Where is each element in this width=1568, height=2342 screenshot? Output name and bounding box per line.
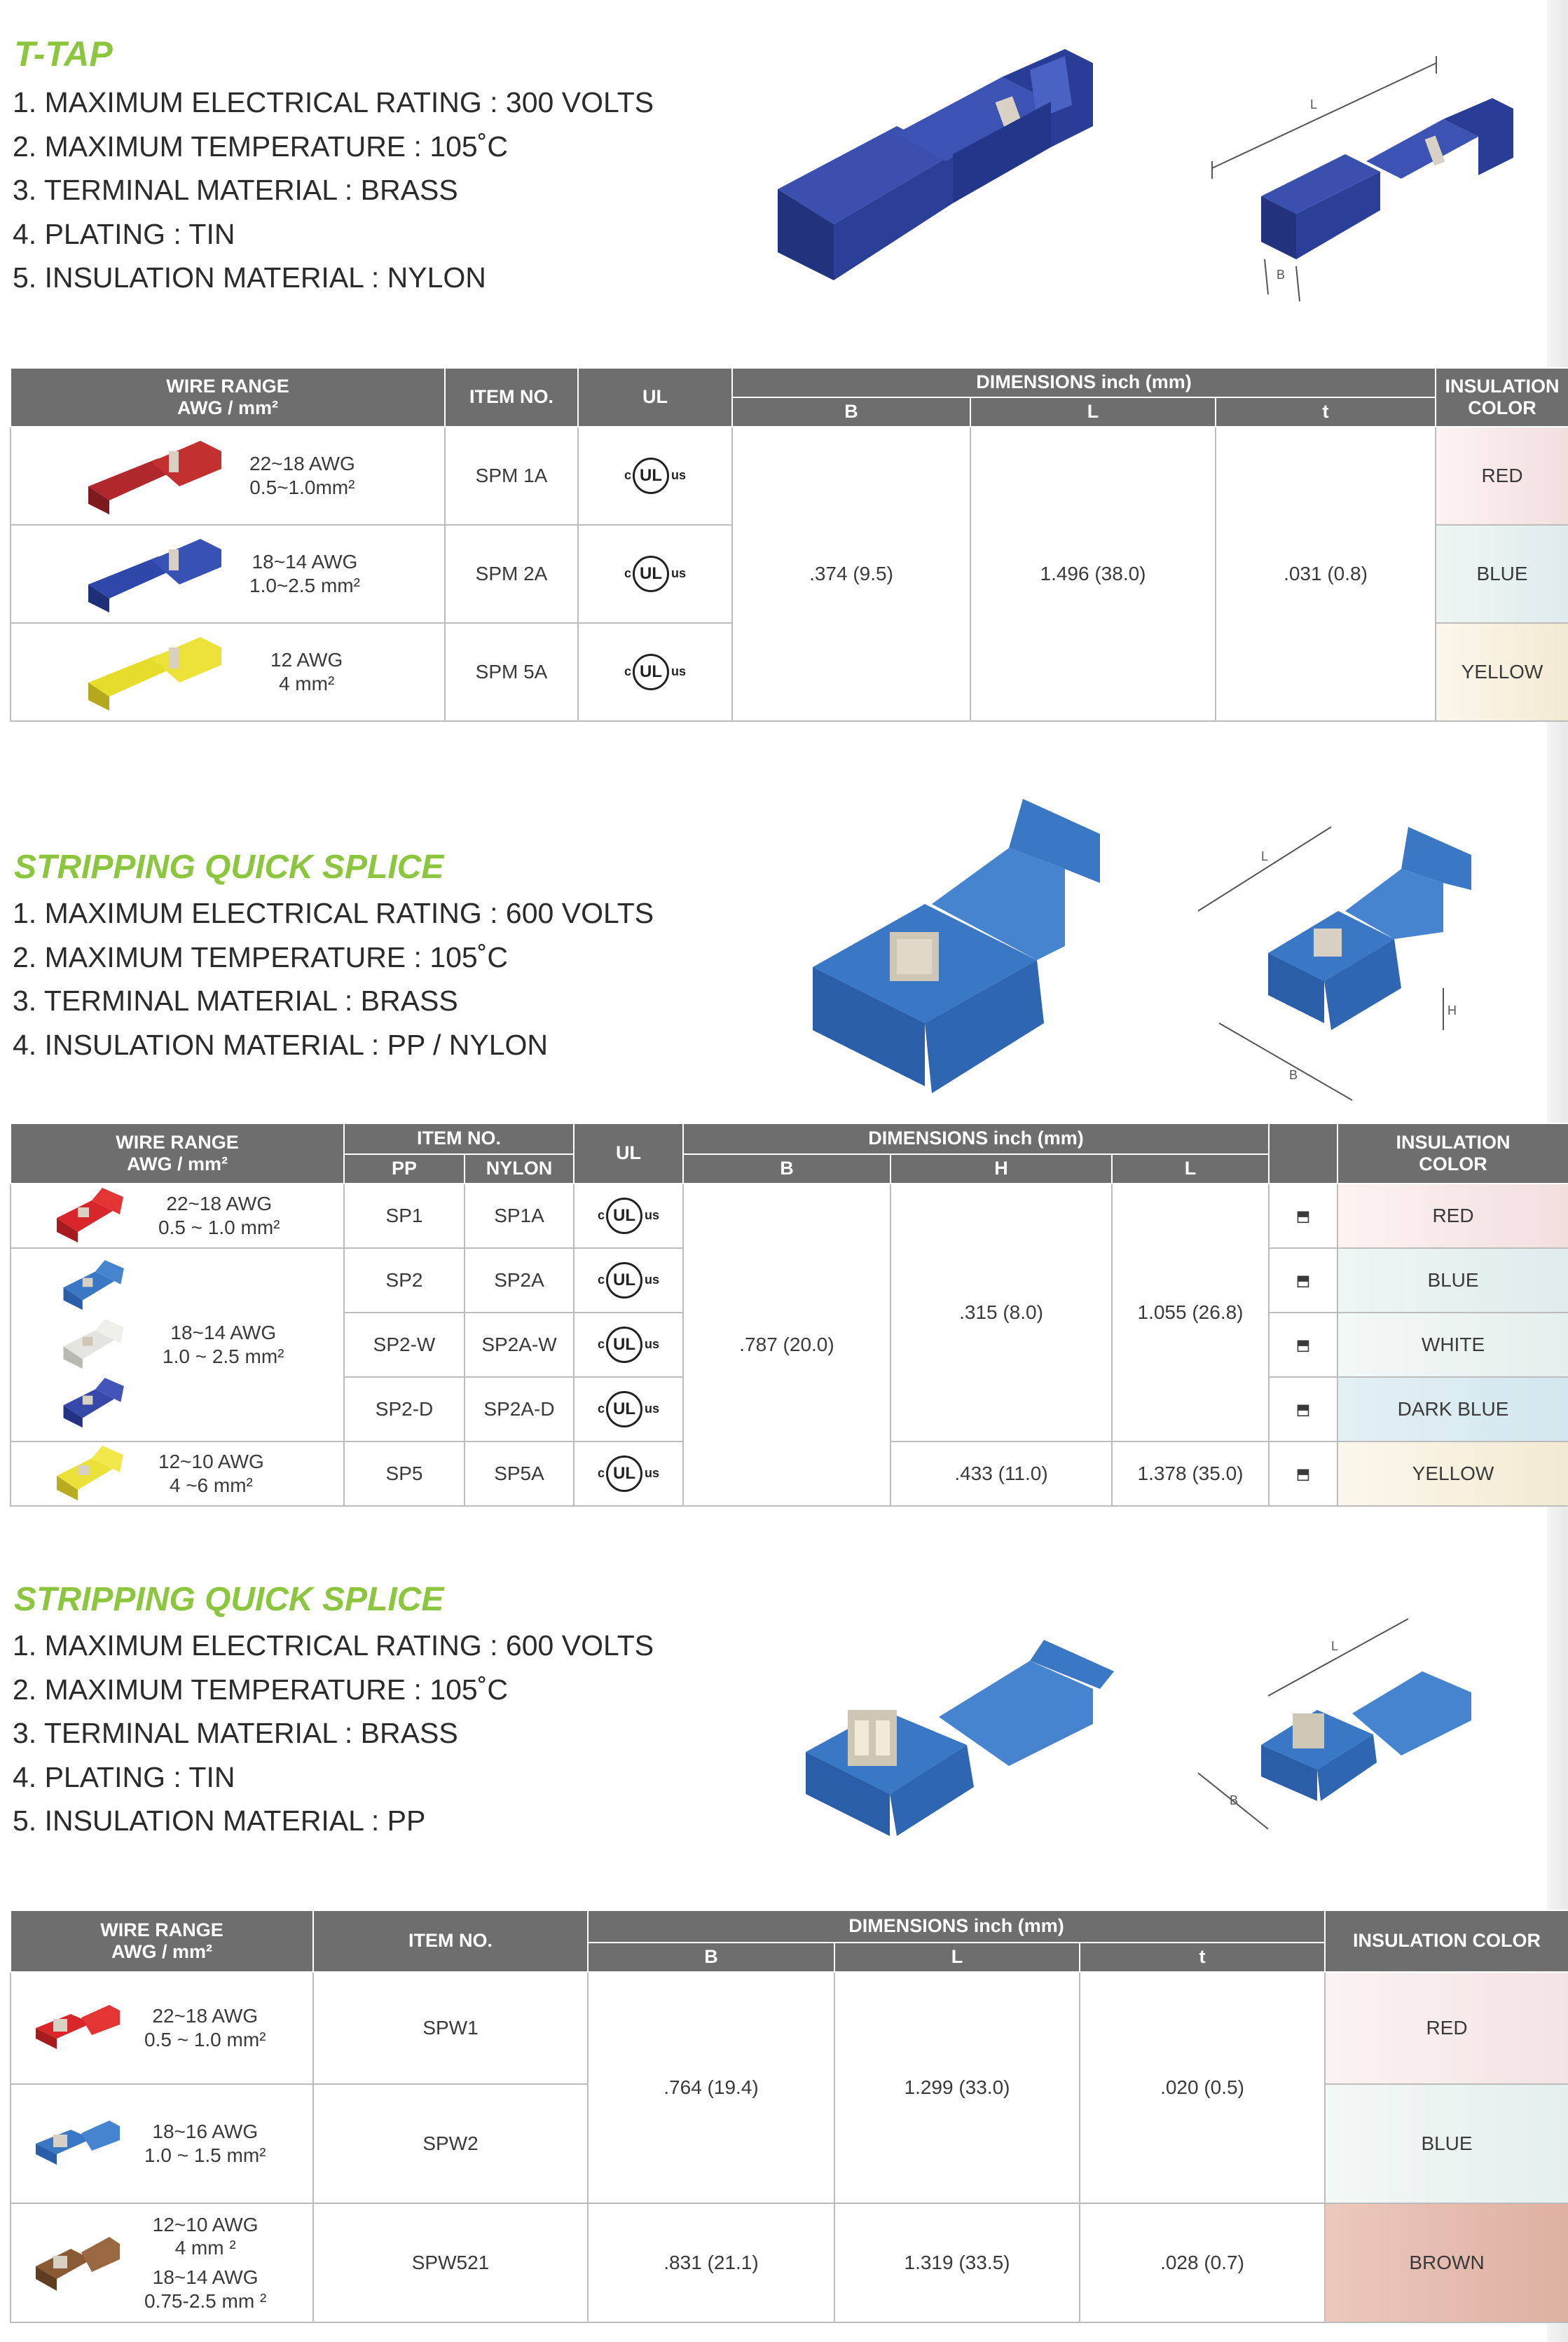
color-cell: BLUE: [1337, 1248, 1568, 1313]
awg-text: 12 AWG: [270, 649, 343, 671]
ul-cell: [578, 623, 732, 721]
section-title: T-TAP: [14, 34, 113, 74]
wire-range-cell: [11, 1442, 344, 1506]
pp-cell: SP2: [344, 1248, 465, 1313]
dim-b-cell: .764 (19.4): [588, 1972, 834, 2203]
header-symbol: [1269, 1123, 1337, 1184]
section-title: STRIPPING QUICK SPLICE: [14, 849, 444, 886]
header-l: L: [834, 1943, 1080, 1972]
spec-item: 4. INSULATION MATERIAL : PP / NYLON: [13, 1028, 549, 1061]
header-b: B: [588, 1943, 834, 1972]
header-dimensions: DIMENSIONS inch (mm): [588, 1910, 1325, 1943]
nylon-cell: SP2A-D: [465, 1377, 574, 1442]
table-row: [11, 427, 1568, 525]
t-tap-product-image: [771, 49, 1135, 301]
blue-splice-icon: [60, 1259, 130, 1313]
ul-cell: [574, 1377, 683, 1442]
quick-splice-product-image: [806, 792, 1156, 1121]
ul-logo-icon: c UL us: [598, 1262, 659, 1299]
header-t: t: [1216, 397, 1436, 427]
dim-b-cell: .374 (9.5): [732, 427, 970, 721]
pp-cell: SP2-D: [344, 1377, 465, 1442]
table-row: [11, 1184, 1568, 1248]
ul-cell: [578, 427, 732, 525]
section-title: STRIPPING QUICK SPLICE: [14, 1581, 444, 1618]
blue-splice-icon: [32, 2112, 123, 2175]
dim-label-b: B: [1289, 1068, 1298, 1082]
ul-cell: [574, 1313, 683, 1377]
spec-list: [13, 1624, 654, 1843]
ul-logo-icon: c UL us: [624, 556, 686, 592]
header-ul: UL: [578, 368, 732, 427]
color-cell: YELLOW: [1436, 623, 1568, 721]
color-cell: BLUE: [1436, 525, 1568, 623]
brown-splice-icon: [32, 2224, 123, 2301]
wire-range-cell: [11, 623, 445, 721]
header-h: H: [890, 1154, 1112, 1184]
header-l: L: [970, 397, 1216, 427]
mm-text: 0.5 ~ 1.0 mm²: [158, 1217, 280, 1238]
color-cell: RED: [1436, 427, 1568, 525]
ul-logo-icon: c UL us: [598, 1456, 659, 1492]
quick-splice-pp-product-image: [799, 1633, 1121, 1857]
ul-logo-icon: c UL us: [624, 654, 686, 690]
nylon-cell: SP5A: [465, 1442, 574, 1506]
header-dimensions: DIMENSIONS inch (mm): [683, 1123, 1269, 1154]
spec-list: [13, 891, 654, 1067]
mm-text: 0.5~1.0mm²: [249, 477, 355, 498]
pp-cell: SP2-W: [344, 1313, 465, 1377]
white-splice-icon: [60, 1317, 130, 1372]
ul-logo-icon: c UL us: [598, 1327, 659, 1363]
mm-text: 4 mm²: [278, 673, 335, 694]
color-cell: RED: [1337, 1184, 1568, 1248]
awg-text: 22~18 AWG: [249, 453, 355, 475]
spec-item: 2. MAXIMUM TEMPERATURE : 105˚C: [13, 1673, 508, 1706]
spec-item: 1. MAXIMUM ELECTRICAL RATING : 300 VOLTS: [13, 86, 654, 118]
header-b: B: [683, 1154, 890, 1184]
dark-blue-splice-icon: [60, 1376, 130, 1431]
dim-label-h: H: [1447, 1004, 1457, 1018]
cross-section-icon: ⬒: [1269, 1313, 1337, 1377]
header-wire-range: WIRE RANGE AWG / mm²: [11, 368, 445, 427]
t-tap-section: [0, 0, 1568, 736]
dim-h-cell: .315 (8.0): [890, 1184, 1112, 1442]
header-item-no: ITEM NO.: [344, 1123, 574, 1154]
ul-logo-icon: c UL us: [624, 458, 686, 494]
wire-range-cell: [11, 525, 445, 623]
awg-text: 12~10 AWG: [152, 2213, 259, 2235]
dim-l-cell: 1.496 (38.0): [970, 427, 1216, 721]
mm-text: 1.0~2.5 mm²: [249, 575, 360, 596]
header-ul: UL: [574, 1123, 683, 1184]
spec-item: 2. MAXIMUM TEMPERATURE : 105˚C: [13, 130, 508, 163]
nylon-cell: SP1A: [465, 1184, 574, 1248]
mm-text: 4 mm ²: [174, 2237, 236, 2259]
dim-label-l: L: [1261, 849, 1269, 863]
table-row: [11, 2203, 1568, 2322]
ul-cell: [574, 1442, 683, 1506]
red-splice-icon: [32, 1997, 123, 2060]
dim-label-l: L: [1331, 1639, 1339, 1653]
dim-label-b: B: [1230, 1793, 1239, 1807]
header-insulation-color: INSULATION COLOR: [1337, 1123, 1568, 1184]
item-no-cell: SPW1: [313, 1972, 588, 2084]
awg-text: 18~14 AWG: [170, 1322, 277, 1344]
dim-l-cell: 1.299 (33.0): [834, 1972, 1080, 2203]
header-insulation-color: INSULATION COLOR: [1325, 1910, 1568, 1972]
mm-text: 4 ~6 mm²: [169, 1474, 253, 1496]
item-no-cell: SPW521: [313, 2203, 588, 2322]
item-no-cell: SPM 1A: [445, 427, 578, 525]
awg-text: 22~18 AWG: [152, 2005, 259, 2027]
header-dimensions: DIMENSIONS inch (mm): [732, 368, 1436, 397]
header-wire-range: WIRE RANGE AWG / mm²: [11, 1123, 344, 1184]
dim-t-cell: .028 (0.7): [1080, 2203, 1325, 2322]
pp-cell: SP1: [344, 1184, 465, 1248]
awg-text: 22~18 AWG: [166, 1193, 273, 1215]
cross-section-icon: ⬒: [1269, 1377, 1337, 1442]
header-pp: PP: [344, 1154, 465, 1184]
quick-splice-spec-table-2: [10, 1910, 1568, 2323]
color-cell: BROWN: [1325, 2203, 1568, 2322]
header-wire-range: WIRE RANGE AWG / mm²: [11, 1910, 313, 1972]
quick-splice-pp-dimension-drawing: [1191, 1612, 1513, 1843]
wire-range-cell: [11, 1248, 344, 1442]
item-no-cell: SPM 5A: [445, 623, 578, 721]
color-cell: BLUE: [1325, 2084, 1568, 2203]
t-tap-spec-table: [10, 367, 1568, 722]
spec-item: 5. INSULATION MATERIAL : NYLON: [13, 261, 486, 294]
cross-section-icon: ⬒: [1269, 1248, 1337, 1313]
item-no-cell: SPM 2A: [445, 525, 578, 623]
dim-t-cell: .031 (0.8): [1216, 427, 1436, 721]
cross-section-icon: ⬒: [1269, 1442, 1337, 1506]
t-tap-dimension-drawing: [1205, 56, 1541, 308]
spec-item: 1. MAXIMUM ELECTRICAL RATING : 600 VOLTS: [13, 1629, 654, 1662]
spec-item: 4. PLATING : TIN: [13, 1760, 235, 1793]
spec-item: 3. TERMINAL MATERIAL : BRASS: [13, 1717, 458, 1749]
dim-l-cell: 1.319 (33.5): [834, 2203, 1080, 2322]
color-cell: WHITE: [1337, 1313, 1568, 1377]
cross-section-icon: ⬒: [1269, 1184, 1337, 1248]
awg-text: 18~16 AWG: [152, 2121, 259, 2143]
wire-range-cell: [11, 427, 445, 525]
spec-item: 3. TERMINAL MATERIAL : BRASS: [13, 985, 458, 1017]
dim-t-cell: .020 (0.5): [1080, 1972, 1325, 2203]
red-t-tap-icon: [81, 437, 228, 514]
yellow-splice-icon: [53, 1444, 130, 1504]
header-item-no: ITEM NO.: [445, 368, 578, 427]
blue-t-tap-icon: [81, 535, 228, 612]
wire-range-cell: [11, 2084, 313, 2203]
spec-item: 4. PLATING : TIN: [13, 217, 235, 250]
spec-list: [13, 81, 654, 300]
header-insulation-color: INSULATION COLOR: [1436, 368, 1568, 427]
awg-text-2: 18~14 AWG: [152, 2266, 259, 2288]
header-b: B: [732, 397, 970, 427]
red-splice-icon: [53, 1186, 130, 1246]
dim-h-cell: .433 (11.0): [890, 1442, 1112, 1506]
spec-item: 5. INSULATION MATERIAL : PP: [13, 1805, 426, 1837]
dim-b-cell: .787 (20.0): [683, 1184, 890, 1506]
dim-l-cell: 1.378 (35.0): [1112, 1442, 1269, 1506]
color-cell: DARK BLUE: [1337, 1377, 1568, 1442]
ul-logo-icon: c UL us: [598, 1198, 659, 1234]
header-nylon: NYLON: [465, 1154, 574, 1184]
ul-logo-icon: c UL us: [598, 1391, 659, 1427]
header-l: L: [1112, 1154, 1269, 1184]
awg-text: 12~10 AWG: [158, 1451, 264, 1473]
ul-cell: [574, 1248, 683, 1313]
spec-item: 1. MAXIMUM ELECTRICAL RATING : 600 VOLTS: [13, 897, 654, 929]
quick-splice-spec-table-1: [10, 1123, 1568, 1507]
mm-text: 0.5 ~ 1.0 mm²: [144, 2029, 266, 2050]
pp-cell: SP5: [344, 1442, 465, 1506]
mm-text: 1.0 ~ 2.5 mm²: [163, 1345, 284, 1367]
dim-b-cell: .831 (21.1): [588, 2203, 834, 2322]
wire-range-cell: [11, 1184, 344, 1248]
spec-item: 2. MAXIMUM TEMPERATURE : 105˚C: [13, 940, 508, 973]
header-item-no: ITEM NO.: [313, 1910, 588, 1972]
header-t: t: [1080, 1943, 1325, 1972]
color-cell: RED: [1325, 1972, 1568, 2084]
nylon-cell: SP2A-W: [465, 1313, 574, 1377]
table-row: [11, 1972, 1568, 2084]
dim-label-b: B: [1277, 268, 1286, 282]
spec-item: 3. TERMINAL MATERIAL : BRASS: [13, 174, 458, 206]
dim-l-cell: 1.055 (26.8): [1112, 1184, 1269, 1442]
item-no-cell: SPW2: [313, 2084, 588, 2203]
quick-splice-section-2: [0, 1542, 1568, 2342]
wire-range-cell: [11, 1972, 313, 2084]
color-cell: YELLOW: [1337, 1442, 1568, 1506]
mm-text-2: 0.75-2.5 mm ²: [144, 2289, 267, 2312]
ul-cell: [578, 525, 732, 623]
mm-text: 1.0 ~ 1.5 mm²: [144, 2144, 266, 2166]
yellow-t-tap-icon: [81, 634, 228, 711]
awg-text: 18~14 AWG: [252, 551, 358, 573]
quick-splice-dimension-drawing: [1191, 813, 1527, 1135]
dim-label-l: L: [1310, 97, 1318, 111]
nylon-cell: SP2A: [465, 1248, 574, 1313]
quick-splice-section-1: [0, 771, 1568, 1528]
wire-range-cell: [11, 2203, 313, 2322]
ul-cell: [574, 1184, 683, 1248]
